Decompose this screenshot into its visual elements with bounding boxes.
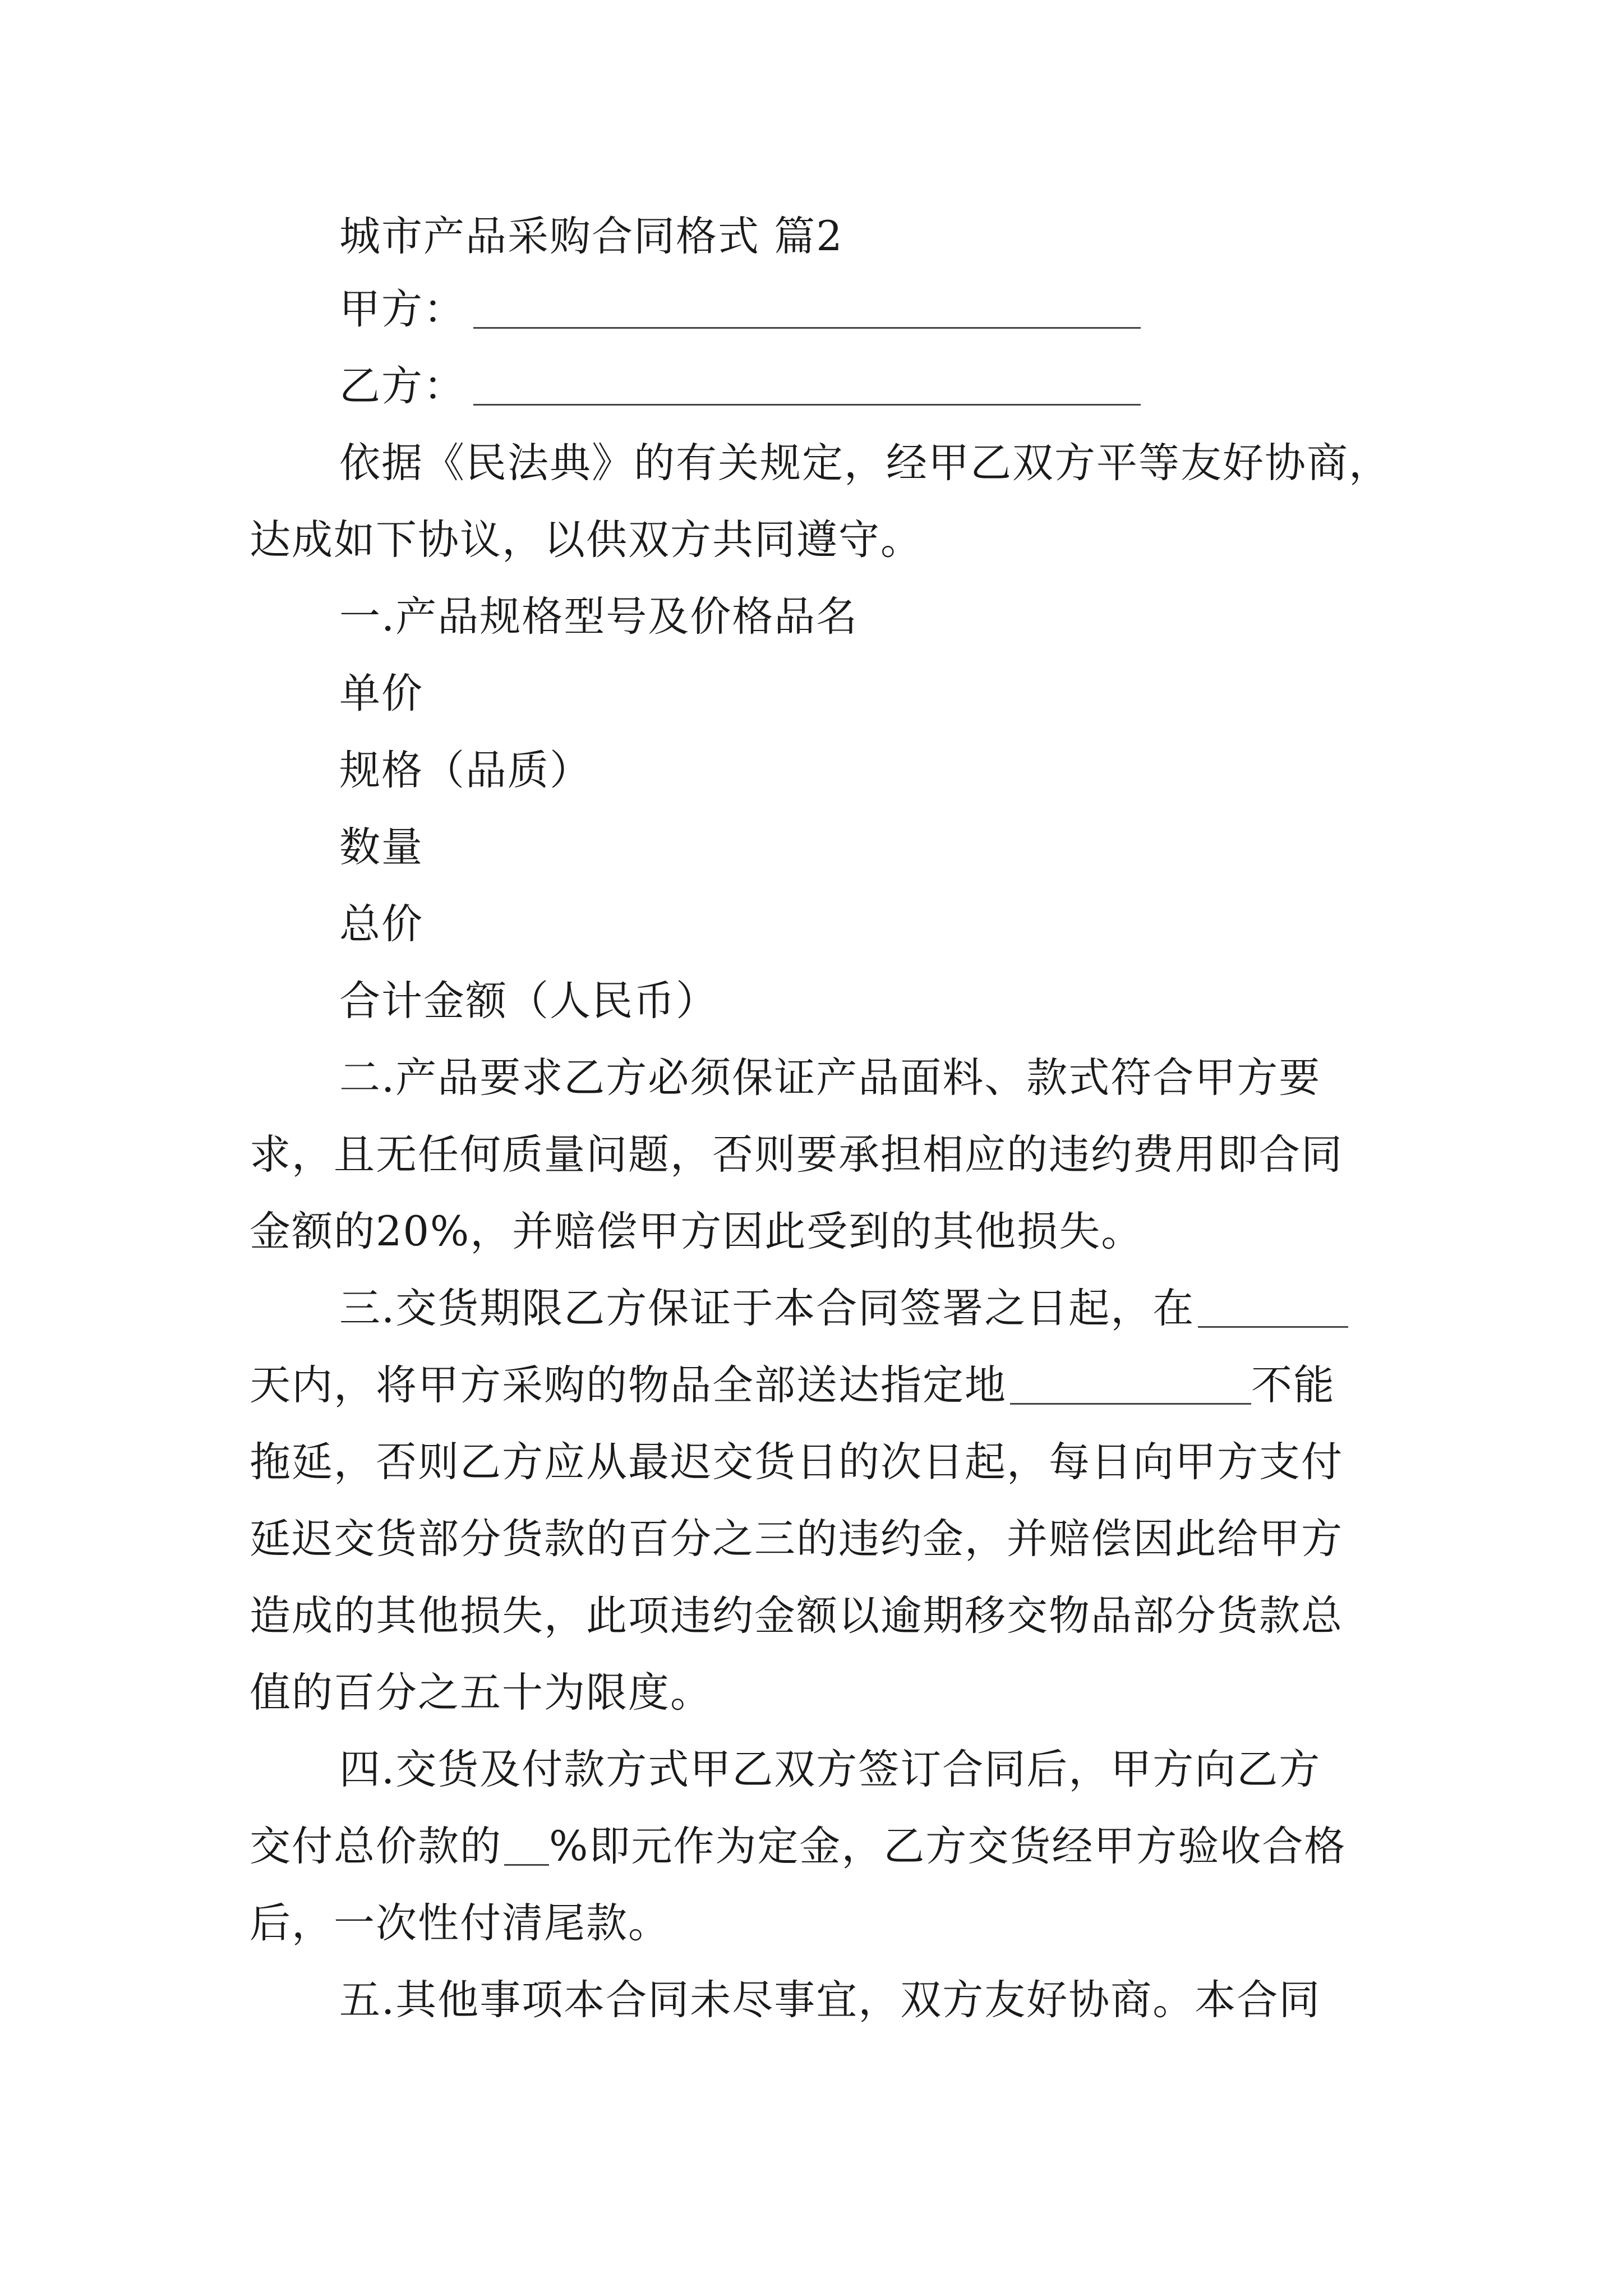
section4-line-3: 后，一次性付清尾款。 bbox=[250, 1899, 670, 1947]
section1-item-quantity: 数量 bbox=[339, 823, 423, 871]
party-a-label: 甲方： bbox=[339, 286, 465, 333]
party-a-row bbox=[339, 282, 1141, 338]
section3-line-1-text: 三.交货期限乙方保证于本合同签署之日起，在 bbox=[339, 1285, 1195, 1332]
section3-line-6: 值的百分之五十为限度。 bbox=[250, 1669, 712, 1717]
party-a-blank[interactable] bbox=[473, 288, 1141, 329]
section1-item-spec: 规格（品质） bbox=[339, 747, 592, 794]
section3-line-3: 拖延，否则乙方应从最迟交货日的次日起，每日向甲方支付 bbox=[250, 1438, 1343, 1486]
party-b-blank[interactable] bbox=[473, 365, 1141, 406]
section3-line-2 bbox=[250, 1358, 1335, 1414]
intro-line-2: 达成如下协议，以供双方共同遵守。 bbox=[250, 516, 923, 564]
section3-line-2-text-b: 不能 bbox=[1251, 1361, 1335, 1409]
section3-line-5: 造成的其他损失，此项违约金额以逾期移交物品部分货款总 bbox=[250, 1592, 1343, 1640]
delivery-days-blank[interactable] bbox=[1198, 1287, 1348, 1328]
section4-line-2-text-a: 交付总价款的 bbox=[250, 1823, 502, 1870]
section1-item-total: 总价 bbox=[339, 900, 423, 948]
party-b-label: 乙方： bbox=[339, 362, 465, 410]
section4-line-1: 四.交货及付款方式甲乙双方签订合同后，甲方向乙方 bbox=[339, 1746, 1321, 1793]
party-b-row bbox=[339, 358, 1141, 415]
section1-item-unit-price: 单价 bbox=[339, 670, 423, 717]
section4-line-2 bbox=[250, 1819, 1346, 1875]
section3-line-2-text-a: 天内，将甲方采购的物品全部送达指定地 bbox=[250, 1361, 1007, 1409]
section3-line-1 bbox=[339, 1281, 1348, 1337]
intro-line-1: 依据《民法典》的有关规定，经甲乙双方平等友好协商， bbox=[339, 439, 1391, 487]
section5-line-1: 五.其他事项本合同未尽事宜，双方友好协商。本合同 bbox=[339, 1976, 1321, 2024]
section4-line-2-text-b: %即元作为定金，乙方交货经甲方验收合格 bbox=[549, 1823, 1347, 1870]
section3-line-4: 延迟交货部分货款的百分之三的违约金，并赔偿因此给甲方 bbox=[250, 1515, 1343, 1563]
section2-line-1: 二.产品要求乙方必须保证产品面料、款式符合甲方要 bbox=[339, 1054, 1321, 1102]
delivery-place-blank[interactable] bbox=[1010, 1364, 1251, 1405]
section1-heading: 一.产品规格型号及价格品名 bbox=[339, 593, 859, 641]
section1-item-sum: 合计金额（人民币） bbox=[339, 977, 718, 1025]
section2-line-3: 金额的20%，并赔偿甲方因此受到的其他损失。 bbox=[250, 1208, 1144, 1255]
section2-line-2: 求，且无任何质量问题，否则要承担相应的违约费用即合同 bbox=[250, 1131, 1343, 1179]
document-title: 城市产品采购合同格式 篇2 bbox=[339, 213, 843, 260]
deposit-percent-blank[interactable] bbox=[504, 1825, 549, 1866]
